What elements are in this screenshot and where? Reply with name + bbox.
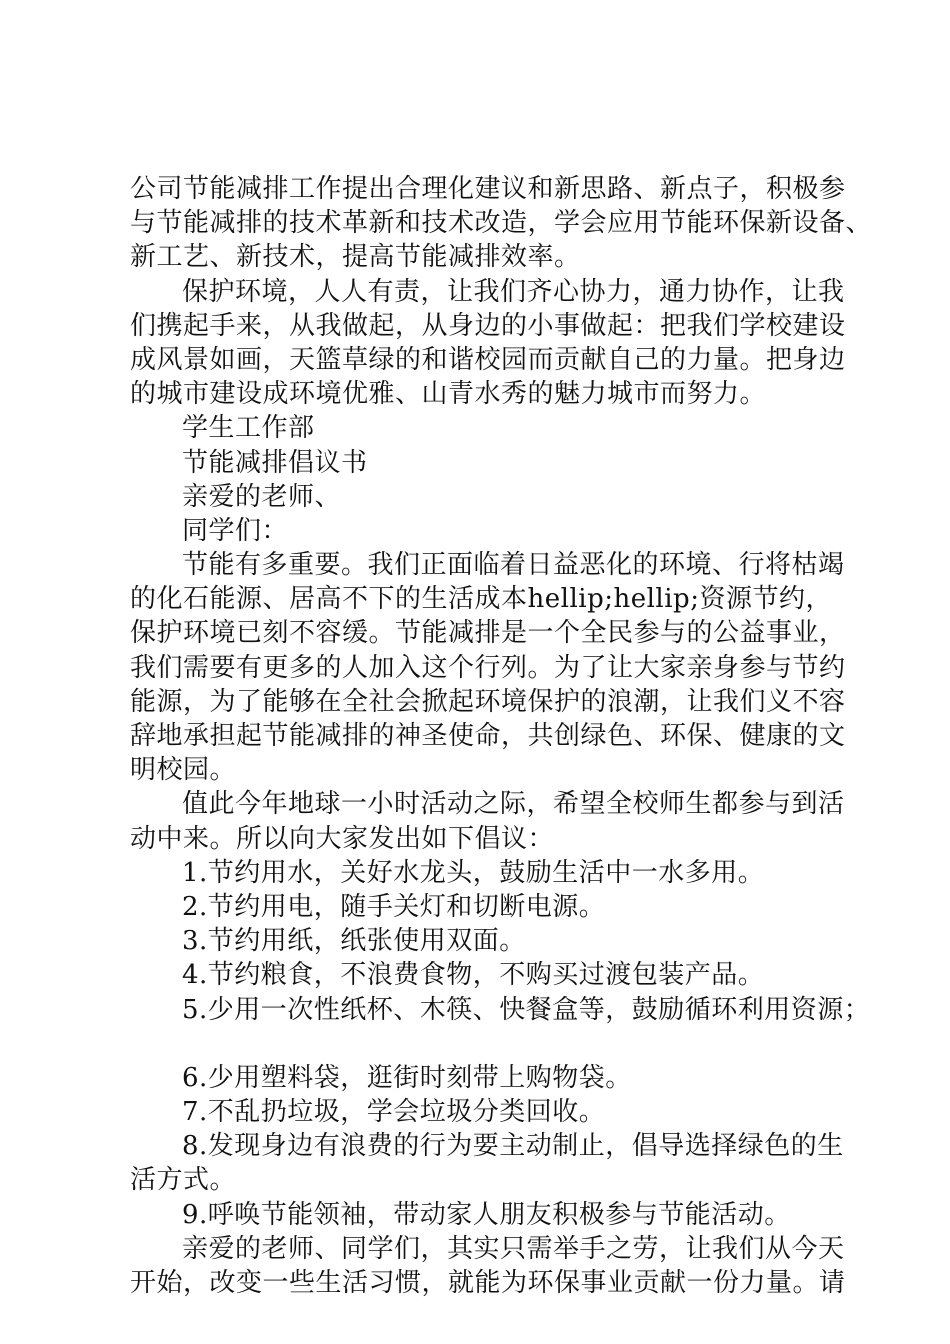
paragraph-line: 辞地承担起节能减排的神圣使命，共创绿色、环保、健康的文 [130,721,846,751]
paragraph-line: 们携起手来，从我做起，从身边的小事做起：把我们学校建设 [130,310,846,341]
department-signature: 学生工作部 [182,413,315,444]
paragraph-line: 的化石能源、居高不下的生活成本hellip;hellip;资源节约， [130,584,832,615]
list-item-continuation: 活方式。 [130,1165,237,1196]
paragraph-line: 我们需要有更多的人加入这个行列。为了让大家亲身参与节约 [130,652,846,683]
list-item: 9.呼唤节能领袖，带动家人朋友积极参与节能活动。 [182,1199,791,1230]
paragraph-line: 开始，改变一些生活习惯，就能为环保事业贡献一份力量。请 [130,1268,846,1298]
paragraph-line: 节能有多重要。我们正面临着日益恶化的环境、行将枯竭 [182,550,845,581]
paragraph-line: 亲爱的老师、同学们，其实只需举手之劳，让我们从今天 [182,1233,845,1264]
paragraph-line: 保护环境已刻不容缓。节能减排是一个全民参与的公益事业， [130,618,846,649]
list-item: 7.不乱扔垃圾，学会垃圾分类回收。 [182,1097,606,1128]
salutation-line: 同学们： [182,515,289,546]
list-item: 4.节约粮食，不浪费食物，不购买过渡包装产品。 [182,960,765,991]
list-item: 6.少用塑料袋，逛街时刻带上购物袋。 [182,1062,632,1093]
salutation-line: 亲爱的老师、 [182,481,342,512]
list-item: 8.发现身边有浪费的行为要主动制止，倡导选择绿色的生 [182,1131,844,1162]
paragraph-line: 保护环境，人人有责，让我们齐心协力，通力协作，让我 [182,276,845,307]
paragraph-line: 新工艺、新技术，提高节能减排效率。 [130,242,581,273]
list-item: 2.节约用电，随手关灯和切断电源。 [182,891,606,922]
list-item: 1.节约用水，关好水龙头，鼓励生活中一水多用。 [182,857,765,888]
paragraph-line: 能源，为了能够在全社会掀起环境保护的浪潮，让我们义不容 [130,686,846,717]
paragraph-line: 与节能减排的技术革新和技术改造，学会应用节能环保新设备、 [130,208,873,239]
paragraph-line: 公司节能减排工作提出合理化建议和新思路、新点子，积极参 [130,174,846,204]
document-page [130,172,873,1300]
paragraph-line: 的城市建设成环境优雅、山青水秀的魅力城市而努力。 [130,379,767,410]
paragraph-line: 值此今年地球一小时活动之际，希望全校师生都参与到活 [182,789,845,820]
blank-line [130,1027,840,1061]
paragraph-line: 明校园。 [130,755,237,786]
list-item: 3.节约用纸，纸张使用双面。 [182,926,526,957]
paragraph-line: 成风景如画，天篮草绿的和谐校园而贡献自己的力量。把身边 [130,344,846,375]
paragraph-line: 动中来。所以向大家发出如下倡议： [130,823,555,854]
document-title: 节能减排倡议书 [182,447,368,478]
list-item: 5.少用一次性纸杯、木筷、快餐盒等，鼓励循环利用资源； [182,994,871,1025]
